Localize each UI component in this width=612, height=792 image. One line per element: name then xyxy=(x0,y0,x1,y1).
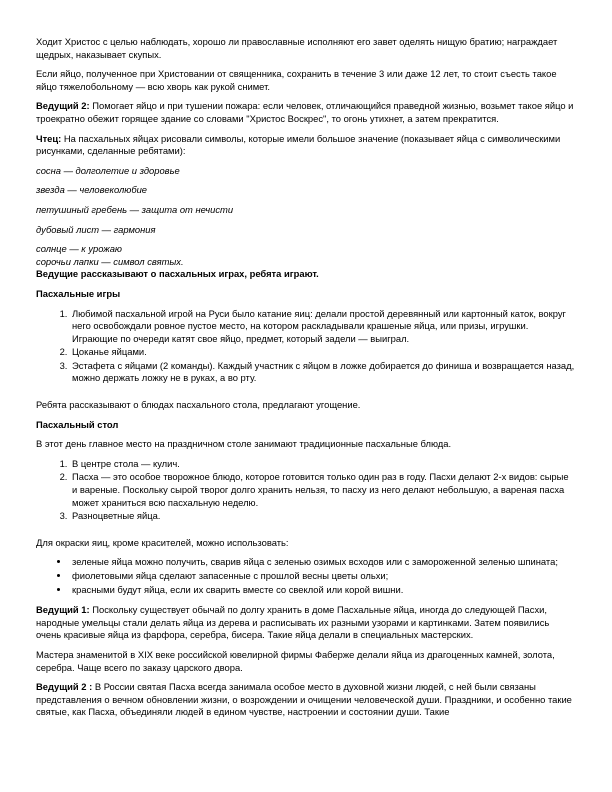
list-item: 2. Цоканье яйцами. xyxy=(70,346,576,359)
list-item: • зеленые яйца можно получить, сварив яйца с зеленью озимых всходов или с замороженной зеленью шпината; xyxy=(70,556,576,569)
coloring-intro: Для окраски яиц, кроме красителей, можно использовать: xyxy=(36,536,289,548)
table-intro: Ребята рассказывают о блюдах пасхального стола, предлагают угощение. xyxy=(36,399,361,411)
paragraph-host1 xyxy=(36,604,576,642)
paragraph-faberge: Мастера знаменитой в XIX веке российской ювелирной фирмы Фаберже делали яйца из драгоценных камней, золота, серебра. Чаще всего по заказу царского двора. xyxy=(36,648,555,673)
symbol-star: звезда — человеколюбие xyxy=(36,184,148,196)
table-heading: Пасхальный стол xyxy=(36,418,119,430)
list-item: 3. Эстафета с яйцами (2 команды). Каждый участник с яйцом в ложке добирается до финиша и возвращается назад, можно держать ложку не в руках, а во рту. xyxy=(70,360,576,385)
games-heading: Пасхальные игры xyxy=(36,287,121,299)
symbol-sun: солнце — к урожаю xyxy=(36,243,122,255)
document-page xyxy=(36,36,576,726)
list-item: 1. Любимой пасхальной игрой на Руси было катание яиц: делали простой деревянный или картонный каток, вокруг него освобождали ровное пустое место, на котором раскладывали крашеные яйца, или призы, игрушки. Играющие по очереди катят свое яйцо, предмет, который задели — выиграл. xyxy=(70,308,576,346)
paragraph-text: В России святая Пасха всегда занимала особое место в духовной жизни людей, с ней были связаны представления о вечном обновлении жизни, о возрождении и очищении человеческой души. Праздники, и особенно такие святые, как Пасха, объединяли людей в едином чувстве, настроении и состоянии души. Такие xyxy=(36,681,572,718)
list-item: • фиолетовыми яйца сделают запасенные с прошлой весны цветы ольхи; xyxy=(70,570,576,583)
paragraph-egg-priest: Если яйцо, полученное при Христовании от священника, сохранить в течение 3 или даже 12 лет, то стоит съесть такое яйцо тяжелобольному — всю хворь как рукой снимет. xyxy=(36,68,557,92)
games-intro: Ведущие рассказывают о пасхальных играх, ребята играют. xyxy=(36,268,319,280)
speaker-label: Ведущий 1: xyxy=(36,604,90,616)
list-item: 2. Пасха — это особое творожное блюдо, которое готовится только один раз в году. Пасхи делают 2-х видов: сырые и вареные. Поскольку сырой творог долго хранить нельзя, то пасху из него делают небольшую, а вареная пасха может храниться всю пасхальную неделю. xyxy=(70,471,576,509)
table-text: В этот день главное место на праздничном столе занимают традиционные пасхальные блюда. xyxy=(36,438,452,450)
paragraph-text: Помогает яйцо и при тушении пожара: если человек, отличающийся праведной жизнью, возьмет такое яйцо и троекратно обежит горящее здание со словами "Христос Воскрес", то огонь утихнет, а затем прекратится. xyxy=(36,100,574,124)
paragraph-christ: Ходит Христос с целью наблюдать, хорошо ли православные исполняют его завет оделять нищую братию; награждает щедрых, наказывает скупых. xyxy=(36,36,558,60)
speaker-label: Ведущий 2: xyxy=(36,100,90,112)
games-list xyxy=(36,308,576,386)
paragraph-text: На пасхальных яйцах рисовали символы, которые имели большое значение (показывает яйца с символическими рисунками, сделанные ребятами): xyxy=(36,132,561,157)
symbol-magpie: сорочьи лапки — символ святых. xyxy=(36,255,184,267)
coloring-list xyxy=(36,556,576,596)
symbol-oak: дубовый лист — гармония xyxy=(36,223,156,235)
speaker-label: Ведущий 2 : xyxy=(36,681,93,693)
paragraph-fire xyxy=(36,100,576,125)
symbol-pine: сосна — долголетие и здоровье xyxy=(36,164,180,176)
list-item: • красными будут яйца, если их сварить вместе со свеклой или корой вишни. xyxy=(70,584,576,597)
paragraph-reader xyxy=(36,133,576,158)
list-item: 1. В центре стола — кулич. xyxy=(70,458,576,471)
symbol-comb: петушиный гребень — защита от нечисти xyxy=(36,203,234,215)
speaker-label: Чтец: xyxy=(36,132,62,144)
paragraph-text: Поскольку существует обычай по долгу хранить в доме Пасхальные яйца, иногда до следующей Пасхи, народные умельцы стали делать яйца из дерева и расписывать их разными узорами и картинками. Затем появились очень красивые яйца из фарфора, серебра, бисера. Такие яйца делали в специальных мастерских. xyxy=(36,604,550,641)
list-item: 3. Разноцветные яйца. xyxy=(70,510,576,523)
dishes-list xyxy=(36,458,576,523)
paragraph-host2 xyxy=(36,681,576,719)
